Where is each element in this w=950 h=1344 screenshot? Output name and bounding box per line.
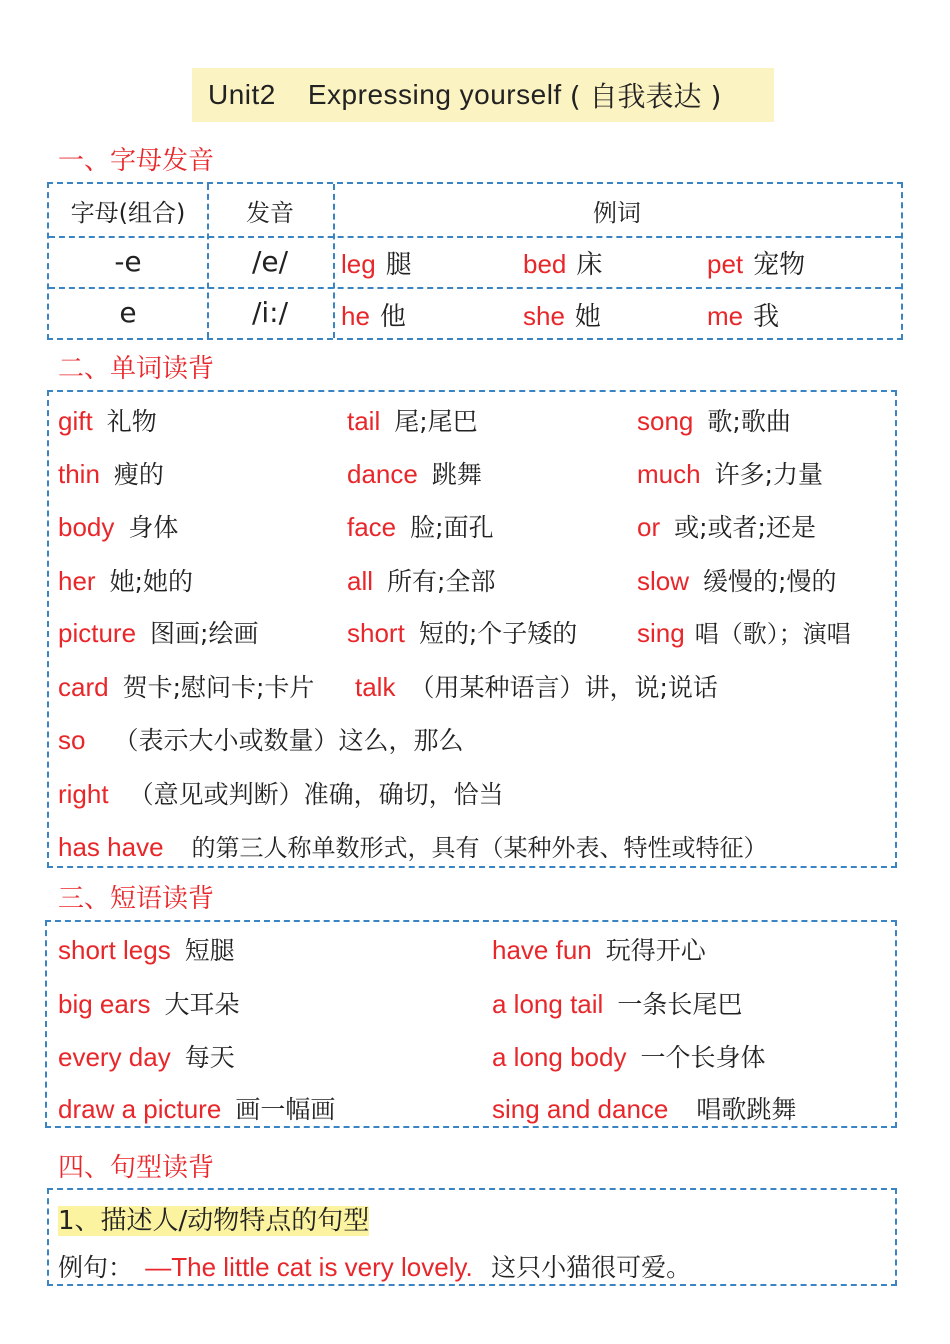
- phrase-item: draw a picture 画一幅画: [58, 1094, 336, 1124]
- word-item: slow 缓慢的;慢的: [637, 566, 837, 596]
- row1-letter: -e: [114, 245, 142, 278]
- example-sentence: 例句： —The little cat is very lovely. 这只小猫很可爱。: [58, 1252, 692, 1282]
- word-item: face 脸;面孔: [347, 512, 494, 542]
- word-item: song 歌;歌曲: [637, 406, 791, 436]
- phrase-item: short legs 短腿: [58, 935, 235, 965]
- word-item: all 所有;全部: [347, 566, 496, 596]
- word-item: much 许多;力量: [637, 459, 824, 489]
- phrase-item: have fun 玩得开心: [492, 935, 706, 965]
- row1-example-3: pet 宠物: [707, 249, 806, 280]
- phrase-item: big ears 大耳朵: [58, 989, 240, 1019]
- word-item: thin 瘦的: [58, 459, 164, 489]
- row2-example-2: she 她: [523, 301, 601, 332]
- word-item: card 贺卡;慰问卡;卡片: [58, 672, 315, 702]
- row2-letter: e: [119, 296, 137, 329]
- header-sound: 发音: [246, 198, 294, 227]
- word-item: her 她;她的: [58, 566, 194, 596]
- row2-example-1: he 他: [341, 301, 406, 332]
- word-item: so （表示大小或数量）这么，那么: [58, 725, 464, 755]
- section-title-words: 二、单词读背: [58, 354, 215, 384]
- word-item: talk （用某种语言）讲，说;说话: [355, 672, 718, 702]
- section-title-sentences: 四、句型读背: [58, 1153, 215, 1183]
- row2-sound: /i:/: [251, 296, 289, 329]
- row1-example-2: bed 床: [523, 249, 603, 280]
- row2-example-3: me 我: [707, 301, 780, 332]
- phrase-item: a long tail 一条长尾巴: [492, 989, 743, 1019]
- header-letter: 字母(组合): [70, 198, 186, 227]
- word-item: gift 礼物: [58, 406, 157, 436]
- section-title-phrases: 三、短语读背: [58, 884, 215, 914]
- title-chinese: ( 自我表达 ): [569, 80, 722, 113]
- word-item: sing 唱（歌）；演唱: [637, 618, 851, 648]
- word-item: dance 跳舞: [347, 459, 482, 489]
- word-item: or 或;或者;还是: [637, 512, 816, 542]
- word-item: right （意见或判断）准确，确切，恰当: [58, 779, 504, 809]
- row1-sound: /e/: [251, 245, 289, 278]
- sentence-heading: 1、描述人/动物特点的句型: [58, 1206, 370, 1236]
- title-unit: Unit2: [208, 79, 276, 110]
- title-english: Expressing yourself: [307, 79, 562, 110]
- phrase-item: every day 每天: [58, 1042, 235, 1072]
- word-item: tail 尾;尾巴: [347, 406, 478, 436]
- page-title: [192, 68, 774, 122]
- word-item: picture 图画;绘画: [58, 618, 259, 648]
- section-title-phonics: 一、字母发音: [58, 146, 215, 176]
- phrase-item: a long body 一个长身体: [492, 1042, 766, 1072]
- word-item: short 短的;个子矮的: [347, 618, 578, 648]
- phrase-item: sing and dance 唱歌跳舞: [492, 1094, 797, 1124]
- row1-example-1: leg 腿: [341, 249, 412, 280]
- word-item: has have 的第三人称单数形式，具有（某种外表、特性或特征）: [58, 832, 768, 862]
- header-examples: 例词: [593, 198, 641, 227]
- phonics-table: [47, 182, 903, 340]
- word-item: body 身体: [58, 512, 179, 542]
